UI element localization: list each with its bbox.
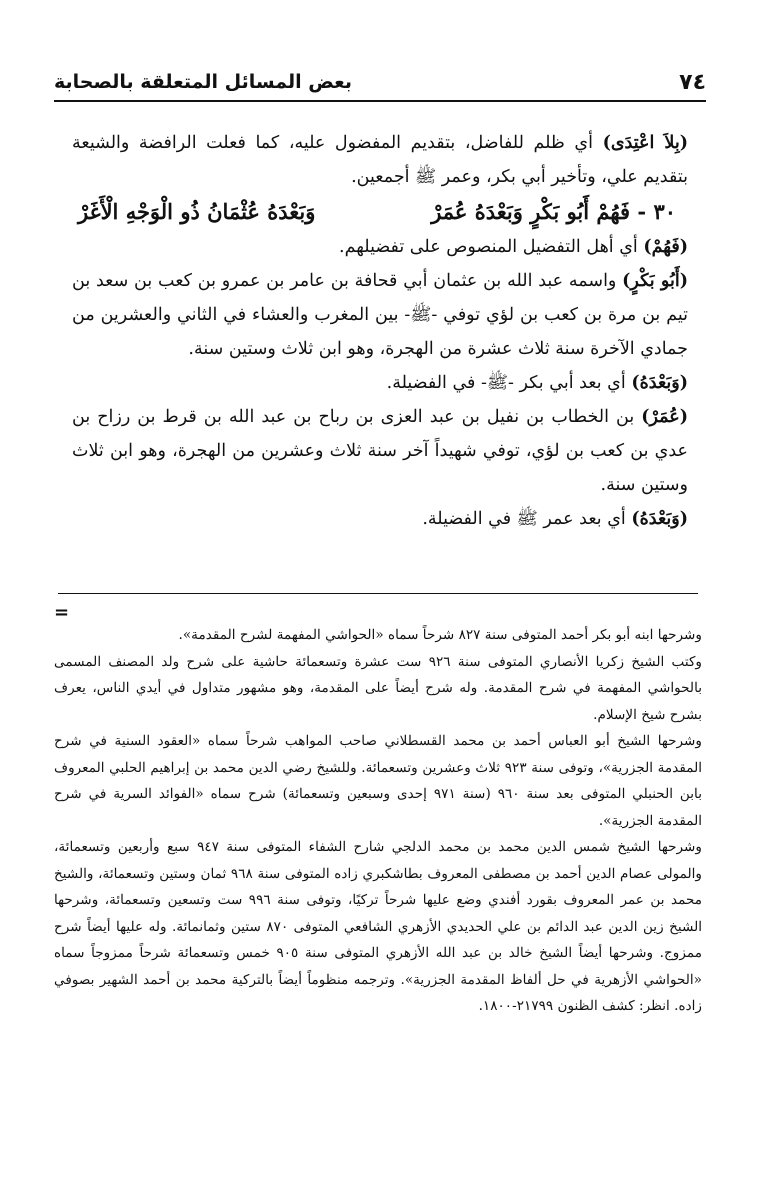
poem-verse [72,194,688,230]
footnote-paragraph: وكتب الشيخ زكريا الأنصاري المتوفى سنة ٩٢٦ ست عشرة وتسعمائة حاشية على شرح ولد المصنف المسمى بالحواشي المفهمة في شرح المقدمة. وله شرح أيضاً على المقدمة، وهو مشهور متداول في أيدي الناس، يعرف بشرح شيخ الإسلام. [54,653,702,723]
paragraph-keyword: (أَبُو بَكْرٍ) [622,271,688,291]
verse-first-hemistich: ٣٠ - فَهُمْ أَبُو بَكْرٍ وَبَعْدَهُ عُمَرْ [431,199,676,224]
page-number: ٧٤ [679,69,706,95]
footnote-paragraph: وشرحها ابنه أبو بكر أحمد المتوفى سنة ٨٢٧ شرحاً سماه «الحواشي المفهمة لشرح المقدمة». [178,627,702,643]
paragraph-keyword: (عُمَرْ) [641,407,688,427]
paragraph-text: بن الخطاب بن نفيل بن عبد العزى بن رباح بن عبد الله بن قرط بن رزاح بن عدي بن كعب بن لؤي، توفي شهيداً آخر سنة ثلاث وعشرين من الهجرة، وهو ابن ثلاث وستين سنة. [72,407,688,495]
paragraph-text: أي بعد عمر ﷺ في الفضيلة. [422,509,632,529]
paragraph-text: أي أهل التفضيل المنصوص على تفضيلهم. [339,237,644,257]
paragraph [72,502,688,536]
paragraph-text: أي بعد أبي بكر -ﷺ- في الفضيلة. [386,373,632,393]
paragraph-text: واسمه عبد الله بن عثمان أبي قحافة بن عامر بن عمرو بن كعب بن سعد بن تيم بن مرة بن كعب بن لؤي توفي -ﷺ- بين المغرب والعشاء في الثاني والعشرين من جمادي الآخرة سنة ثلاث عشرة من الهجرة، وهو ابن ثلاث وستين سنة. [72,271,688,359]
footnote-paragraph: وشرحها الشيخ أبو العباس أحمد بن محمد القسطلاني صاحب المواهب شرحاً سماه «العقود السنية في شرح المقدمة الجزرية»، وتوفى سنة ٩٢٣ ثلاث وعشرين وتسعمائة. وللشيخ رضي الدين محمد بن إبراهيم الحلبي المعروف بابن الحنبلي المتوفى بعد سنة ٩٦٠ (سنة ٩٧١ إحدى وسبعين وتسعمائة) شرح سماه «الفوائد السرية في شرح المقدمة الجزرية». [54,733,702,829]
paragraph [72,366,688,400]
paragraph [72,230,688,264]
paragraph [72,264,688,366]
paragraph-keyword: (فَهُمْ) [643,237,688,257]
verse-second-hemistich: وَبَعْدَهُ عُثْمَانُ ذُو الْوَجْهِ الْأَغَرْ [78,199,316,224]
paragraph-keyword: (وَبَعْدَهُ) [631,373,688,393]
paragraph-keyword: (بِلاَ اعْتِدَى) [602,133,688,153]
running-title: بعض المسائل المتعلقة بالصحابة [54,71,352,93]
running-header [54,64,706,102]
paragraph [72,126,688,194]
footnote-separator [58,593,698,594]
paragraph-text: أي ظلم للفاضل، بتقديم المفضول عليه، كما فعلت الرافضة والشيعة بتقديم علي، وتأخير أبي بكر، وعمر ﷺ أجمعين. [72,133,688,187]
footnote-paragraph: وشرحها الشيخ شمس الدين محمد بن محمد الدلجي شارح الشفاء المتوفى سنة ٩٤٧ سبع وأربعين وتسعمائة، والمولى عصام الدين أحمد بن مصطفى المعروف بطاشكبري زاده المتوفى سنة ٩٦٨ ثمان وستين وتسعمائة، والشيخ محمد بن عمر المعروف بقورد أفندي وضع عليها شرحاً تركيًا، وتوفى سنة ٩٩٦ ست وتسعين وتسعمائة، وشرحها الشيخ زين الدين عبد الدائم بن علي الحديدي الأزهري الشافعي المتوفى ٨٧٠ ستين وثمانمائة. وله عليها أيضاً شرح ممزوج. وشرحها أيضاً الشيخ خالد بن عبد الله الأزهري المتوفى سنة ٩٠٥ خمس وتسعمائة شرحاً ممزوجاً سماه «الحواشي الأزهرية في حل ألفاظ المقدمة الجزرية». وترجمه منظوماً أيضاً بالتركية محمد بن أحمد الشهير بصوفي زاده. انظر: كشف الظنون ٢١٧٩٩-١٨٠٠. [54,839,703,1014]
footnote-continuation-marker: = [54,602,70,623]
paragraph [72,400,688,502]
footnotes [54,622,702,1020]
paragraph-keyword: (وَبَعْدَهُ) [631,509,688,529]
main-text [72,126,688,536]
